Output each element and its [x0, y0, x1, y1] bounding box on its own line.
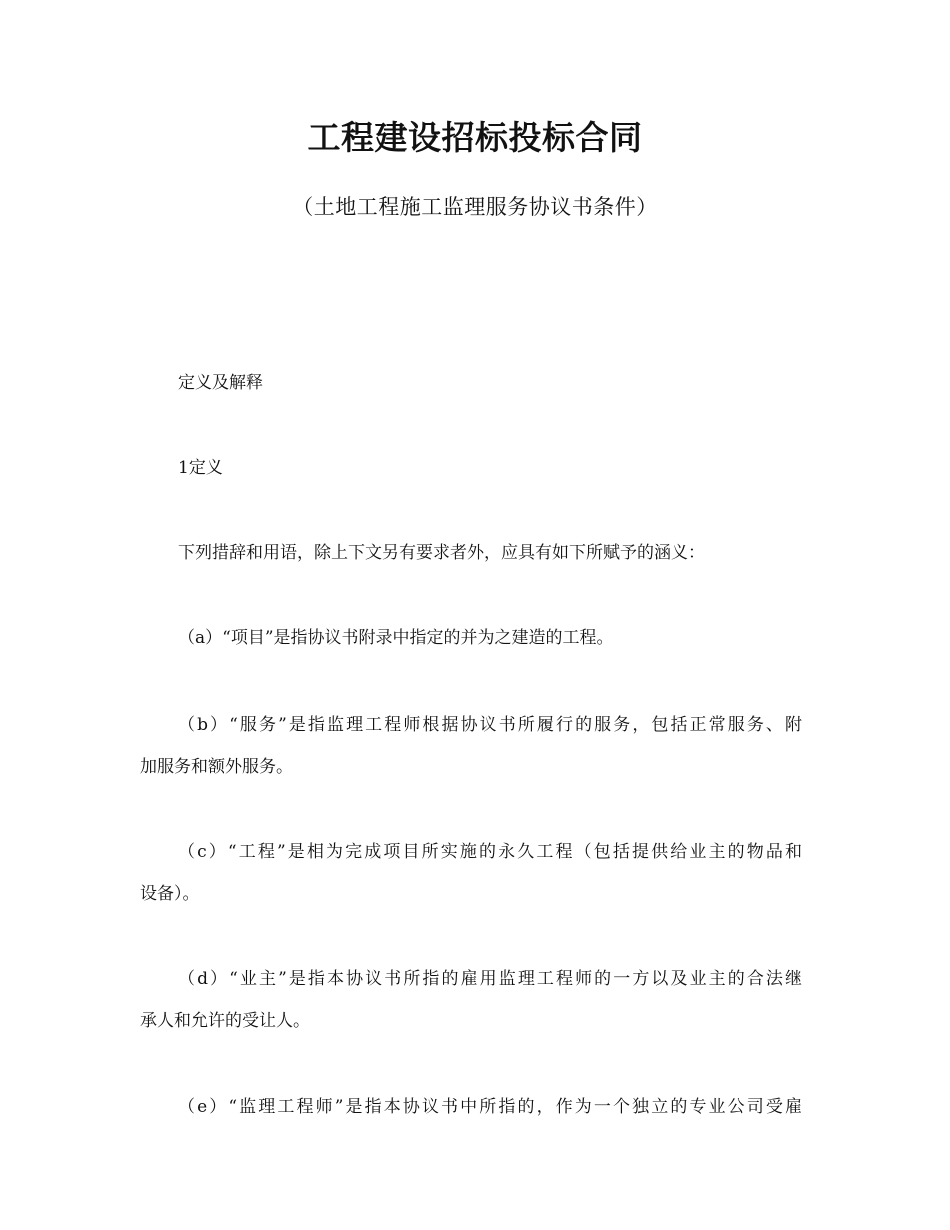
definition-item-b-line-2: 加服务和额外服务。 [140, 757, 293, 777]
definition-intro: 下列措辞和用语，除上下文另有要求者外，应具有如下所赋予的涵义： [178, 543, 705, 563]
definition-item-d-line-2: 承人和允许的受让人。 [140, 1011, 310, 1031]
document-title: 工程建设招标投标合同 [307, 118, 643, 157]
subsection-heading: 1定义 [178, 458, 223, 478]
definition-item-b-line-1: （b）“服务”是指监理工程师根据协议书所履行的服务，包括正常服务、附 [178, 715, 802, 735]
definition-item-a: （a）“项目”是指协议书附录中指定的并为之建造的工程。 [178, 628, 614, 648]
definition-item-d-line-1: （d）“业主”是指本协议书所指的雇用监理工程师的一方以及业主的合法继 [178, 969, 802, 989]
document-subtitle: （土地工程施工监理服务协议书条件） [292, 195, 658, 219]
definition-item-c-line-2: 设备）。 [140, 884, 200, 904]
definition-item-c-line-1: （c）“工程”是相为完成项目所实施的永久工程（包括提供给业主的物品和 [178, 842, 802, 862]
section-heading: 定义及解释 [178, 373, 263, 393]
definition-item-e-line-1: （e）“监理工程师”是指本协议书中所指的，作为一个独立的专业公司受雇 [178, 1097, 802, 1117]
